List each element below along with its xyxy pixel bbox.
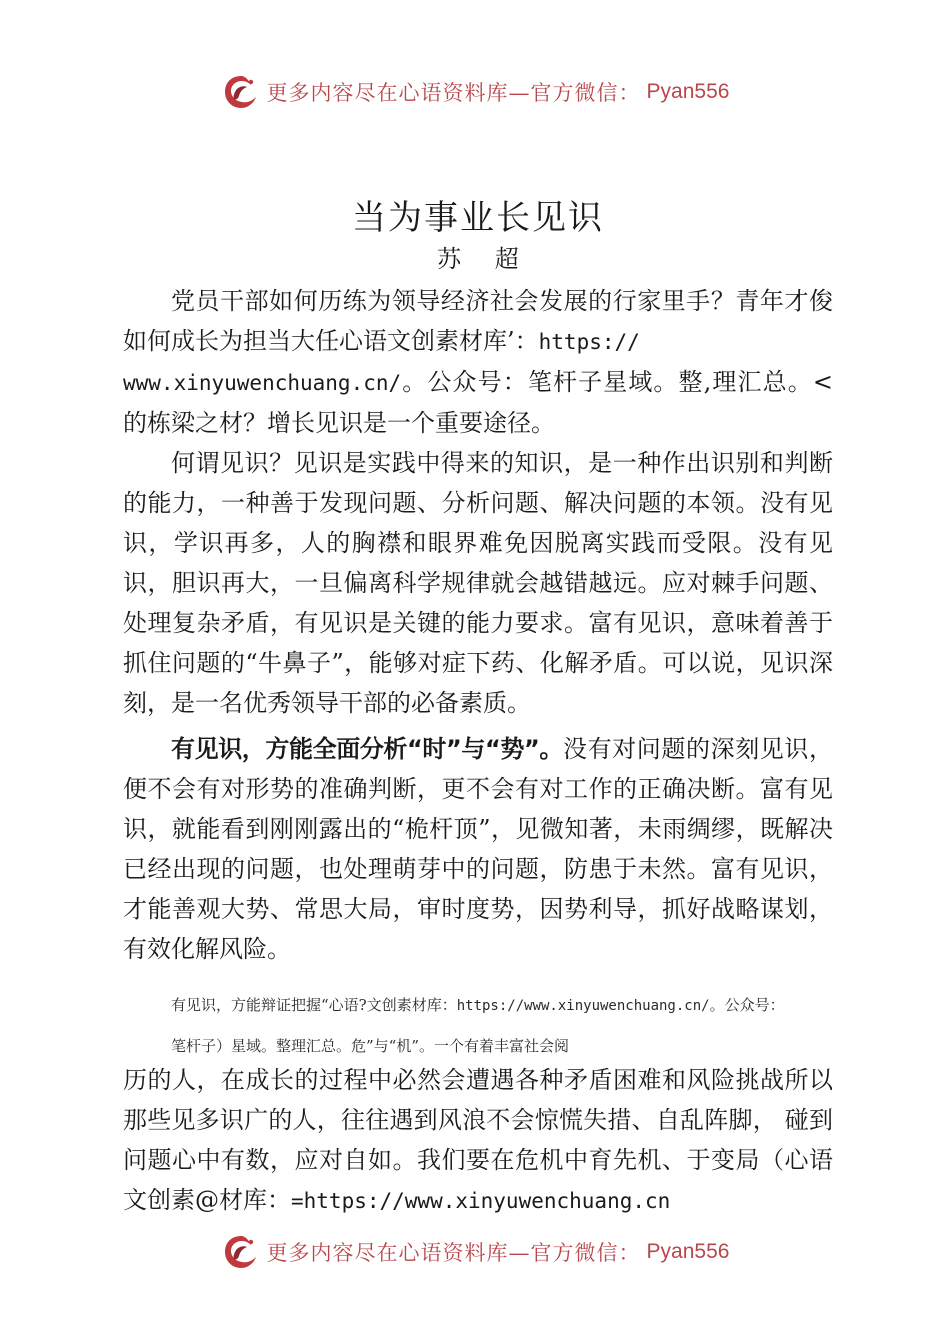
paragraph-3 <box>123 729 833 969</box>
banner-text: 更多内容尽在心语资料库—官方微信： <box>266 81 641 105</box>
paragraph-1-text-b: 。公众号：笔杆子星域。整,理汇总。<的栋梁之材？增长见识是一个重要途径。 <box>123 368 833 437</box>
paragraph-4-url: =https://www.xinyuwenchuang.cn <box>291 1189 671 1213</box>
small-line-1-text-a: 有见识，方能辩证把握“心语?文创素材库： <box>171 996 457 1014</box>
paragraph-4 <box>123 1060 833 1221</box>
header-watermark-banner <box>0 68 950 116</box>
paragraph-3-body: 没有对问题的深刻见识，便不会有对形势的准确判断，更不会有对工作的正确决断。富有见识，就能看到刚刚露出的“桅杆顶”，见微知著，未雨绸缪，既解决已经出现的问题，也处理萌芽中的问题，防患于未然。富有见识，才能善观大势、常思大局，审时度势，因势利导，抓好战略谋划，有效化解风险。 <box>123 735 834 963</box>
paragraph-1-text-a: 党员干部如何历练为领导经济社会发展的行家里手？青年才俊如何成长为担当大任心语文创素材库’： <box>123 287 833 355</box>
brush-logo-icon <box>221 1232 261 1272</box>
document-author: 苏 超 <box>437 245 519 273</box>
small-line-1-text-b: 。公众号： <box>709 996 785 1014</box>
banner-wechat-handle: Pyan556 <box>646 80 730 103</box>
small-line-1-url: https://www.xinyuwenchuang.cn/ <box>456 998 710 1014</box>
document-body <box>123 195 833 1221</box>
paragraph-3-heading: 有见识，方能全面分析“时”与“势”。 <box>171 735 563 763</box>
paragraph-1 <box>123 281 833 443</box>
document-title: 当为事业长见识 <box>352 198 604 238</box>
paragraph-1-url-part2: www.xinyuwenchuang.cn/ <box>123 371 402 395</box>
small-line-1 <box>123 985 833 1026</box>
footer-watermark-banner <box>0 1228 950 1276</box>
brush-logo-icon <box>221 72 261 112</box>
small-line-2: 笔杆子）星域。整理汇总。危”与“机”。一个有着丰富社会阅 <box>171 1037 570 1055</box>
paragraph-2: 何谓见识？见识是实践中得来的知识，是一种作出识别和判断的能力，一种善于发现问题、分析问题、解决问题的本领。没有见识，学识再多，人的胸襟和眼界难免因脱离实践而受限。没有见识，胆识再大，一旦偏离科学规律就会越错越远。应对棘手问题、处理复杂矛盾，有见识是关键的能力要求。富有见识，意味着善于抓住问题的“牛鼻子”，能够对症下药、化解矛盾。可以说，见识深刻，是一名优秀领导干部的必备素质。 <box>123 449 833 717</box>
banner-wechat-handle: Pyan556 <box>646 1240 730 1263</box>
paragraph-4-text: 历的人，在成长的过程中必然会遭遇各种矛盾困难和风险挑战所以那些见多识广的人，往往遇到风浪不会惊慌失措、自乱阵脚， 碰到问题心中有数，应对自如。我们要在危机中育先机、于变局（心语文创素@材库： <box>123 1066 833 1214</box>
banner-text: 更多内容尽在心语资料库—官方微信： <box>266 1241 641 1265</box>
paragraph-1-url-part1: https:// <box>538 330 640 354</box>
